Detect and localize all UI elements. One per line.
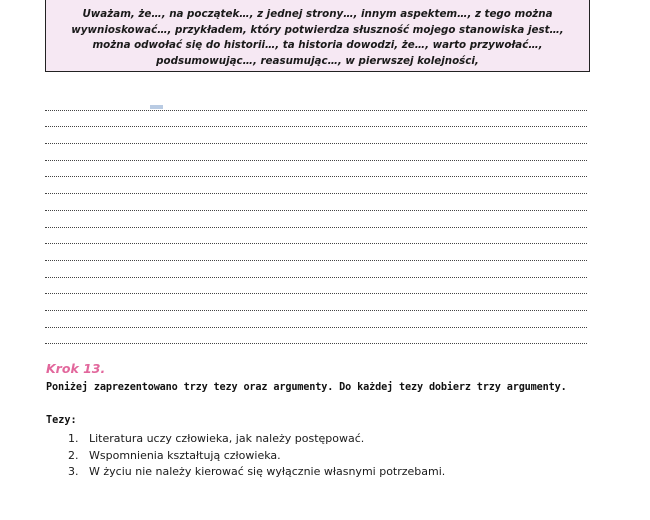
writing-line	[45, 294, 587, 311]
step-title: Krok 13.	[46, 361, 106, 376]
phrases-box	[45, 0, 590, 72]
thesis-item	[68, 464, 445, 481]
writing-line	[45, 228, 587, 245]
thesis-number: 2.	[68, 448, 79, 462]
thesis-item	[68, 431, 445, 448]
writing-line	[45, 311, 587, 328]
thesis-text: W życiu nie należy kierować się wyłącznie własnymi potrzebami.	[89, 465, 446, 478]
writing-line	[45, 328, 587, 345]
thesis-number: 3.	[68, 465, 79, 478]
writing-line	[45, 144, 587, 161]
thesis-number: 1.	[68, 432, 79, 445]
phrases-text: Uważam, że…, na początek…, z jednej strony…, innym aspektem…, z tego można wywnioskować…, przykładem, który potwierdza słuszność mojego stanowiska jest…, można odwołać się do historii…, ta historia dowodzi, że…, warto przywołać…, podsumowując…, reasumując…, w pierwszej kolejności,	[71, 8, 564, 67]
writing-line	[45, 161, 587, 178]
writing-line	[45, 211, 587, 228]
theses-label: Tezy:	[46, 415, 77, 426]
writing-line	[45, 244, 587, 261]
writing-line	[45, 261, 587, 278]
writing-area[interactable]	[45, 94, 587, 344]
writing-line	[45, 177, 587, 194]
thesis-item	[68, 448, 445, 465]
writing-line	[45, 111, 587, 128]
thesis-text: Wspomnienia kształtują człowieka.	[89, 448, 281, 462]
writing-line	[45, 127, 587, 144]
writing-line	[45, 194, 587, 211]
text-cursor-marker	[150, 105, 163, 109]
thesis-text: Literatura uczy człowieka, jak należy postępować.	[89, 432, 365, 445]
writing-line	[45, 94, 587, 111]
writing-line	[45, 278, 587, 295]
step-instruction: Poniżej zaprezentowano trzy tezy oraz argumenty. Do każdej tezy dobierz trzy argumenty.	[46, 382, 567, 393]
theses-list	[68, 431, 445, 481]
